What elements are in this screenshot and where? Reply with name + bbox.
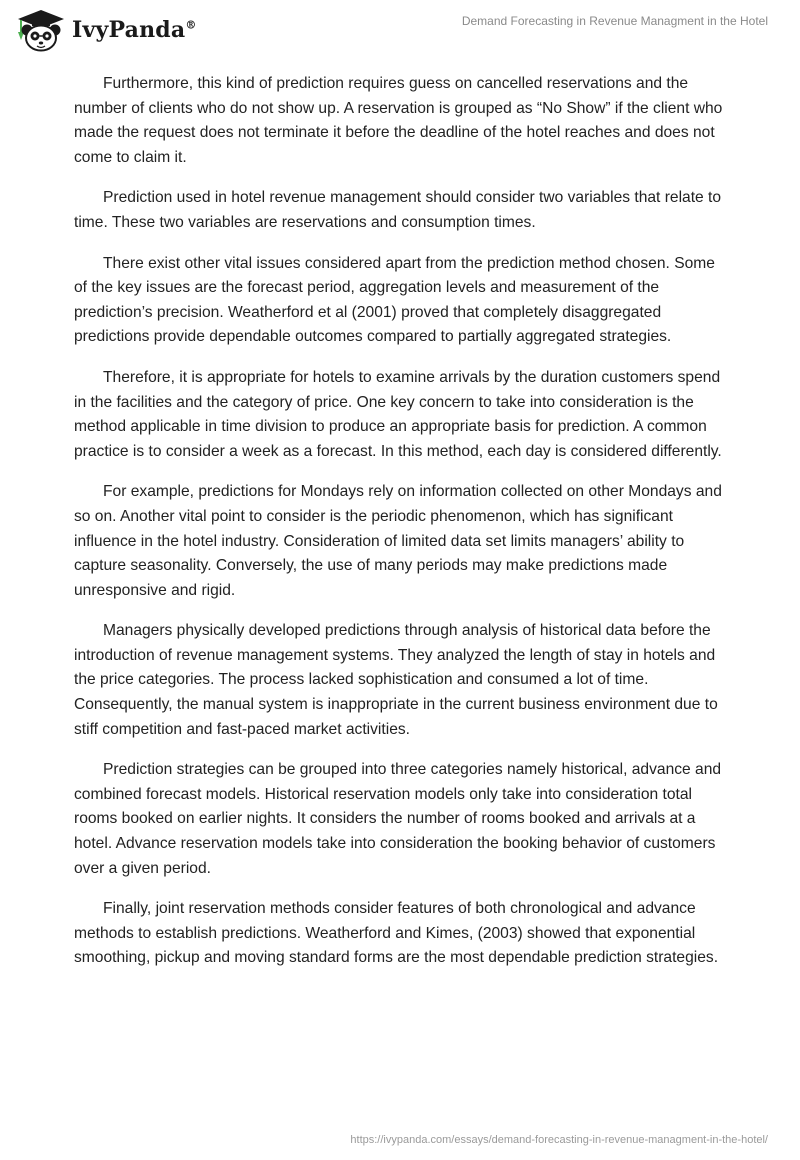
source-url[interactable]: https://ivypanda.com/essays/demand-forecasting-in-revenue-managment-in-the-hotel/ — [350, 1134, 768, 1146]
document-title: Demand Forecasting in Revenue Managment in the Hotel — [461, 14, 768, 28]
paragraph: Furthermore, this kind of prediction requires guess on cancelled reservations and the number of clients who do not show up. A reservation is grouped as “No Show” if the client who made the request does not terminate it before the deadline of the hotel reaches and does not come to claim it. — [74, 75, 723, 166]
paragraph: There exist other vital issues considered apart from the prediction method chosen. Some of the key issues are the forecast period, aggregation levels and measurement of the prediction’s precision. Weatherford et al (2001) proved that completely disaggregated predictions provide dependable outcomes compared to partially aggregated strategies. — [74, 254, 715, 346]
panda-graduate-icon — [14, 8, 68, 52]
paragraph: Prediction strategies can be grouped into three categories namely historical, advance and combined forecast models. Historical reservation models only take into consideration total rooms booked on earlier nights. It considers the number of rooms booked and arrivals at a hotel. Advance reservation models take into consideration the booking behavior of customers over a given period. — [74, 761, 722, 877]
brand-logo[interactable] — [14, 8, 197, 52]
paragraph: Prediction used in hotel revenue management should consider two variables that relate to time. These two variables are reservations and consumption times. — [74, 189, 722, 231]
paragraph: Managers physically developed predictions through analysis of historical data before the introduction of revenue management systems. They analyzed the length of stay in hotels and the price categories. The process lacked sophistication and consumed a lot of time. Consequently, the manual system is inappropriate in the current business environment due to stiff competition and fast-paced market activities. — [74, 622, 718, 738]
essay-body — [74, 72, 730, 987]
page-header — [0, 0, 800, 60]
paragraph: For example, predictions for Mondays rely on information collected on other Mondays and so on. Another vital point to consider is the periodic phenomenon, which has significant influence in the hotel industry. Consideration of limited data set limits managers’ ability to capture seasonality. Conversely, the use of many periods may make predictions made unresponsive and rigid. — [74, 483, 722, 599]
brand-name: IvyPanda® — [72, 17, 197, 43]
registered-mark: ® — [185, 18, 197, 32]
paragraph: Finally, joint reservation methods consider features of both chronological and advance methods to establish predictions. Weatherford and Kimes, (2003) showed that exponential smoothing, pickup and moving standard forms are the most dependable prediction strategies. — [74, 900, 719, 967]
paragraph: Therefore, it is appropriate for hotels to examine arrivals by the duration customers spend in the facilities and the category of price. One key concern to take into consideration is the method applicable in time division to produce an appropriate basis for prediction. A common practice is to consider a week as a forecast. In this method, each day is considered differently. — [74, 368, 722, 460]
